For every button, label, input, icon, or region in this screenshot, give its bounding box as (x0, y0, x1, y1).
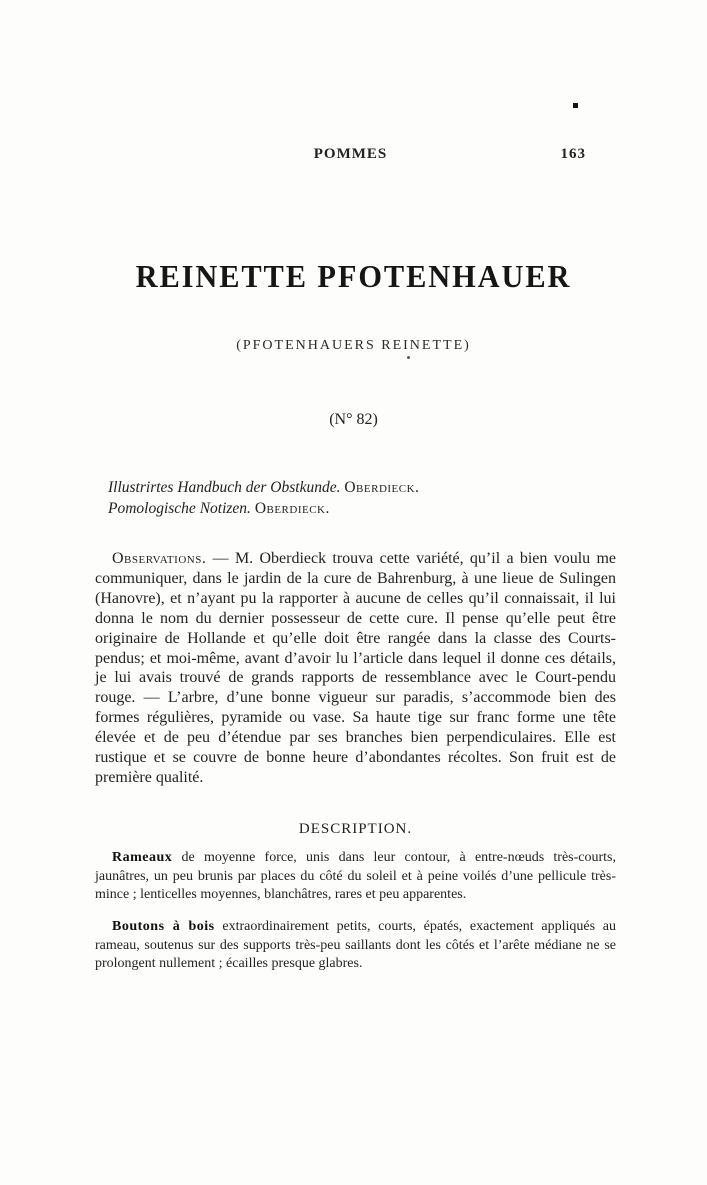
reference-title: Pomologische Notizen. (108, 500, 251, 517)
reference-author: Oberdieck. (344, 479, 420, 496)
observations-text: — M. Oberdieck trouva cette variété, qu’il a bien voulu me communiquer, dans le jardin de la cure de Bahrenburg, à une lieue de Sulingen (Hanovre), et n’ayant pu la rapporter à aucune de celles qu’il connaissait, il lui donna le nom du dernier possesseur de cette cure. Il pense qu’elle peut être originaire de Hollande et qu’elle doit être rangée dans la classe des Courts-pendus; et moi-même, avant d’avoir lu l’article dans lequel il donne ces détails, je lui avais trouvé de grands rapports de ressemblance avec le Court-pendu rouge. — L’arbre, d’une bonne vigueur sur paradis, s’accommode bien des formes régulières, pyramide ou vase. Sa haute tige sur franc forme une tête élevée et de peu d’étendue par ses branches bien perpendiculaires. Elle est rustique et se couvre de bonne heure d’abondantes récoltes. Son fruit est de première qualité. (95, 550, 616, 786)
observations-paragraph (95, 549, 616, 788)
observations-label: Observations. (112, 550, 207, 567)
paragraph-lead-word: Rameaux (112, 850, 173, 865)
variety-number: (N° 82) (329, 411, 378, 428)
paragraph-lead-word: Boutons à bois (112, 919, 215, 934)
variety-title: REINETTE PFOTENHAUER (135, 258, 572, 294)
description-paragraph-boutons (95, 918, 616, 974)
ink-speck (573, 103, 578, 108)
ink-speck (407, 356, 410, 359)
paragraph-text: extraordinairement petits, courts, épatés, exactement appliqués au rameau, soutenus sur des supports très-peu saillants dont les côtés et l’arête médiane ne se prolongent nullement ; écailles presque glabres. (95, 919, 616, 972)
description-paragraph-rameaux (95, 849, 616, 905)
header-section-title: POMMES (313, 146, 388, 162)
reference-title: Illustrirtes Handbuch der Obstkunde. (108, 479, 341, 496)
reference-list (108, 477, 608, 519)
reference-author: Oberdieck. (254, 500, 330, 517)
variety-subtitle: (PFOTENHAUERS REINETTE) (236, 338, 471, 353)
paragraph-text: de moyenne force, unis dans leur contour, à entre-nœuds très-courts, jaunâtres, un peu brunis par places du côté du soleil et à peine voilés d’une pellicule très-mince ; lenticelles moyennes, blanchâtres, rares et peu apparentes. (95, 850, 616, 903)
page-number: 163 (560, 146, 586, 162)
reference-line (108, 477, 608, 498)
description-heading: DESCRIPTION. (298, 821, 413, 837)
reference-line (108, 498, 608, 519)
